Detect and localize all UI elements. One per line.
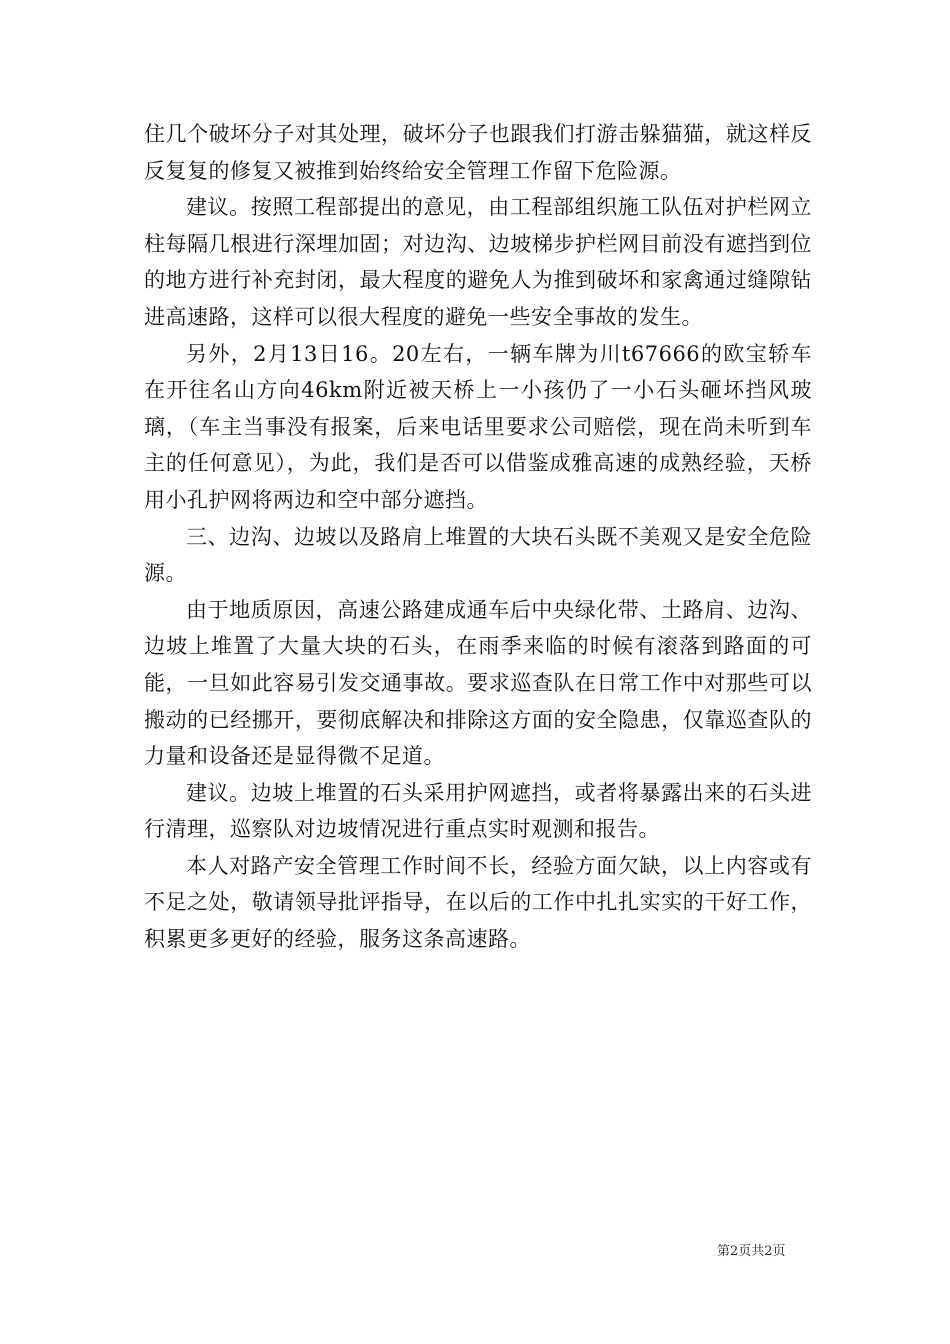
paragraph-suggestion-fence: 建议。按照工程部提出的意见，由工程部组织施工队伍对护栏网立柱每隔几根进行深埋加固；对边沟、边坡梯步护栏网目前没有遮挡到位的地方进行补充封闭，最大程度的避免人为推到破坏和家禽通过缝隙钻进高速路，这样可以很大程度的避免一些安全事故的发生。: [144, 195, 812, 329]
section-heading-three: 三、边沟、边坡以及路肩上堆置的大块石头既不美观又是安全危险源。: [144, 524, 812, 586]
paragraph-conclusion: 本人对路产安全管理工作时间不长，经验方面欠缺，以上内容或有不足之处，敬请领导批评指导，在以后的工作中扎扎实实的干好工作，积累更多更好的经验，服务这条高速路。: [144, 853, 812, 952]
page-number: 第2页共2页: [717, 1244, 786, 1259]
paragraph-continuation: 住几个破坏分子对其处理，破坏分子也跟我们打游击躲猫猫，就这样反反复复的修复又被推到始终给安全管理工作留下危险源。: [144, 122, 812, 183]
document-body: [144, 116, 812, 958]
paragraph-incident-report: 另外，2月13日16。20左右，一辆车牌为川t67666的欧宝轿车在开往名山方向46km附近被天桥上一小孩仍了一小石头砸坏挡风玻璃，（车主当事没有报案，后来电话里要求公司赔偿，现在尚未听到车主的任何意见），为此，我们是否可以借鉴成雅高速的成熟经验，天桥用小孔护网将两边和空中部分遮挡。: [144, 341, 812, 512]
paragraph-geology-cause: 由于地质原因，高速公路建成通车后中央绿化带、土路肩、边沟、边坡上堆置了大量大块的石头，在雨季来临的时候有滚落到路面的可能，一旦如此容易引发交通事故。要求巡查队在日常工作中对那些可以搬动的已经挪开，要彻底解决和排除这方面的安全隐患，仅靠巡查队的力量和设备还是显得微不足道。: [144, 597, 812, 769]
paragraph-suggestion-slope: 建议。边坡上堆置的石头采用护网遮挡，或者将暴露出来的石头进行清理，巡察队对边坡情况进行重点实时观测和报告。: [144, 780, 812, 842]
